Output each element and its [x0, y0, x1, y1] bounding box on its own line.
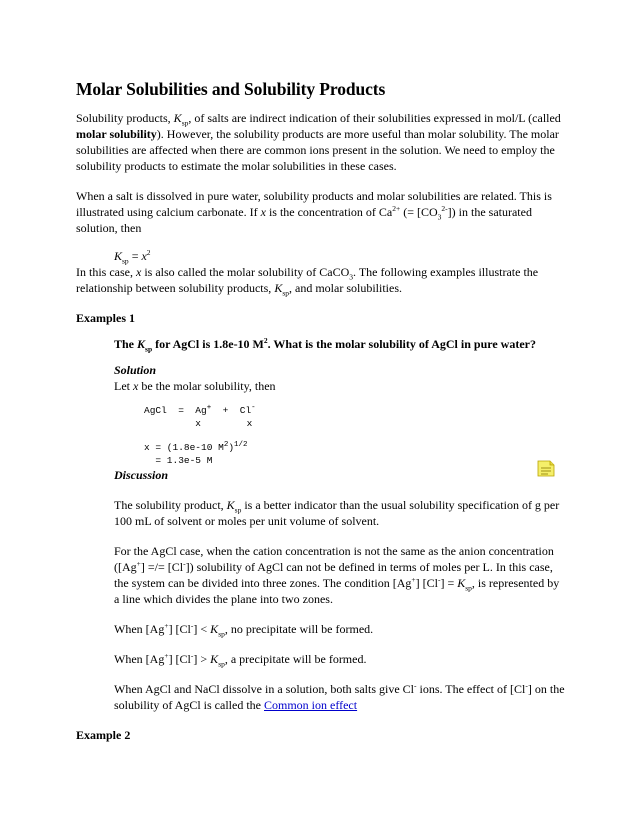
molar-solubility-paragraph: In this case, x is also called the molar solubility of CaCO$_3$. The following examples illustrate the relationship between solubility products, $K_{sp}$, and molar solubilities. [76, 265, 539, 298]
intro-paragraph: Solubility products, $K_{sp}$, of salts are indirect indication of their solubilities expressed in mol/L (called molar solubility). However, the solubility products are more useful than molar solubility. The molar solubilities are affected when there are common ions present in the solution. We need to employ the solubility products to estimate the molar solubilities in these cases. [76, 111, 561, 173]
solution-calculation: x = (1.8e-10 $M^2)^{1/2}$ [144, 440, 248, 453]
solution-label: Solution [114, 363, 157, 377]
document-body [76, 78, 566, 757]
sticky-note-icon[interactable] [536, 459, 556, 479]
discussion-paragraph-5: When AgCl and NaCl dissolve in a solution, both salts give Cl- ions. The effect of [Cl-] on the solubility of AgCl is called the Common ion effect [114, 681, 565, 712]
solution-result: = 1.3e-5 M [144, 455, 213, 466]
example1-question: The $K_{sp}$ for AgCl is 1.8e-10 $M^2$. What is the molar solubility of AgCl in pure water? [114, 336, 536, 354]
examples1-heading: Examples 1 [76, 311, 136, 325]
discussion-paragraph-1: The solubility product, $K_{sp}$ is a better indicator than the usual solubility specification of g per 100 mL of solvent or moles per unit volume of solvent. [114, 498, 560, 528]
reaction-equation: AgCl = Ag+ + Cl- [144, 403, 256, 416]
calcium-carbonate-paragraph: When a salt is dissolved in pure water, solubility products and molar solubilities are related. This is illustrated using calcium carbonate. If x is the concentration of $Ca^{2+}$ (= $[CO_3^{2-}]$) in the saturated solution, then [76, 189, 552, 235]
example2-heading: Example 2 [76, 728, 131, 742]
page-title: Molar Solubilities and Solubility Products [76, 79, 386, 99]
equation-ksp: $K_{sp} = x^2$ [114, 248, 151, 266]
discussion-label: Discussion [114, 468, 169, 482]
discussion-paragraph-3: When [Ag+] $[Cl^-] < K_{sp}$, no precipitate will be formed. [114, 621, 374, 639]
discussion-paragraph-4: When [Ag+] $[Cl^-] > K_{sp}$, a precipitate will be formed. [114, 651, 367, 669]
discussion-paragraph-2: For the AgCl case, when the cation concentration is not the same as the anion concentration ([Ag+] =/= [Cl-]) solubility of AgCl can not be defined in terms of moles per L. In this case, the system can be divided into three zones. The condition [Ag+] $[Cl^-] = K_{sp}$, is represented by a line which divides the plane into two zones. [114, 544, 560, 606]
solution-line: Let x be the molar solubility, then [114, 379, 276, 393]
common-ion-effect-link[interactable]: Common ion effect [264, 698, 358, 712]
reaction-concentrations: x x [144, 418, 253, 429]
